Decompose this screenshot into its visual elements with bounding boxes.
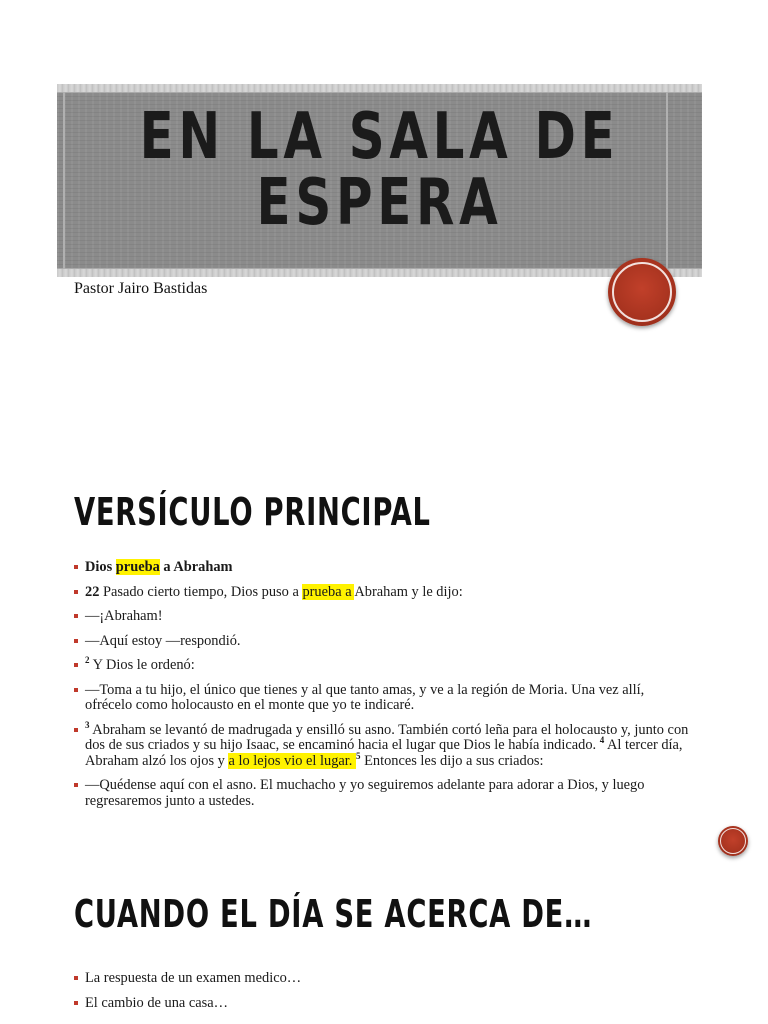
bullet7-highlight: a lo lejos vio el lugar. bbox=[228, 752, 356, 769]
verse-list bbox=[74, 560, 694, 818]
list-item bbox=[74, 560, 694, 576]
banner-left-line bbox=[63, 92, 65, 269]
verse-number: 22 bbox=[85, 583, 100, 600]
list-item: —Toma a tu hijo, el único que tienes y al que tanto amas, y ve a la región de Moria. Una vez allí, ofrécelo como holocausto en el monte que yo te indicaré. bbox=[74, 683, 694, 714]
verse-number: 3 bbox=[85, 719, 90, 730]
list-item: —Aquí estoy —respondió. bbox=[74, 634, 694, 650]
bullet7-text-b: Al tercer día, Abraham alzó los ojos y bbox=[85, 737, 683, 769]
cuando-list bbox=[74, 971, 694, 1020]
bullet5-text: Y Dios le ordenó: bbox=[89, 657, 195, 673]
banner-bottom-stripe bbox=[57, 269, 702, 277]
bullet1-text-a: Dios bbox=[85, 559, 116, 575]
decorative-red-circle-icon bbox=[608, 258, 676, 326]
list-item: La respuesta de un examen medico… bbox=[74, 971, 694, 987]
banner-right-line bbox=[666, 92, 668, 269]
decorative-red-circle-small-icon bbox=[718, 826, 748, 856]
bullet2-highlight: prueba a bbox=[302, 583, 355, 600]
banner-top-stripe bbox=[57, 84, 702, 92]
bullet2-text-a: Pasado cierto tiempo, Dios puso a bbox=[99, 583, 303, 600]
bullet1-text-b: a Abraham bbox=[159, 559, 233, 575]
author-name: Pastor Jairo Bastidas bbox=[74, 280, 208, 297]
section-heading-versiculo: VERSÍCULO PRINCIPAL bbox=[74, 490, 431, 534]
slide-title-line2: ESPERA bbox=[256, 166, 503, 240]
bullet2-text-b: Abraham y le dijo: bbox=[354, 583, 463, 600]
verse-number: 2 bbox=[85, 655, 90, 666]
section-heading-cuando: CUANDO EL DÍA SE ACERCA DE… bbox=[74, 892, 593, 936]
slide-title-line1: EN LA SALA DE bbox=[139, 100, 620, 174]
verse-number: 5 bbox=[355, 750, 361, 761]
list-item bbox=[74, 719, 694, 770]
list-item bbox=[74, 655, 694, 674]
bullet7-text-c: Entonces les dijo a sus criados: bbox=[360, 752, 544, 769]
list-item: —Quédense aquí con el asno. El muchacho y yo seguiremos adelante para adorar a Dios, y luego regresaremos junto a ustedes. bbox=[74, 778, 694, 809]
bullet1-highlight: prueba bbox=[115, 559, 160, 575]
slide-title bbox=[128, 100, 631, 240]
list-item: —¡Abraham! bbox=[74, 609, 694, 625]
title-banner bbox=[57, 84, 702, 277]
list-item: El cambio de una casa… bbox=[74, 996, 694, 1012]
verse-number: 4 bbox=[599, 735, 605, 746]
bullet7-text-a: Abraham se levantó de madrugada y ensilló su asno. También cortó leña para el holocausto y, junto con dos de sus criados y su hijo Isaac, se encaminó hacia el lugar que Dios le había indicado. bbox=[85, 721, 689, 753]
list-item bbox=[74, 585, 694, 601]
